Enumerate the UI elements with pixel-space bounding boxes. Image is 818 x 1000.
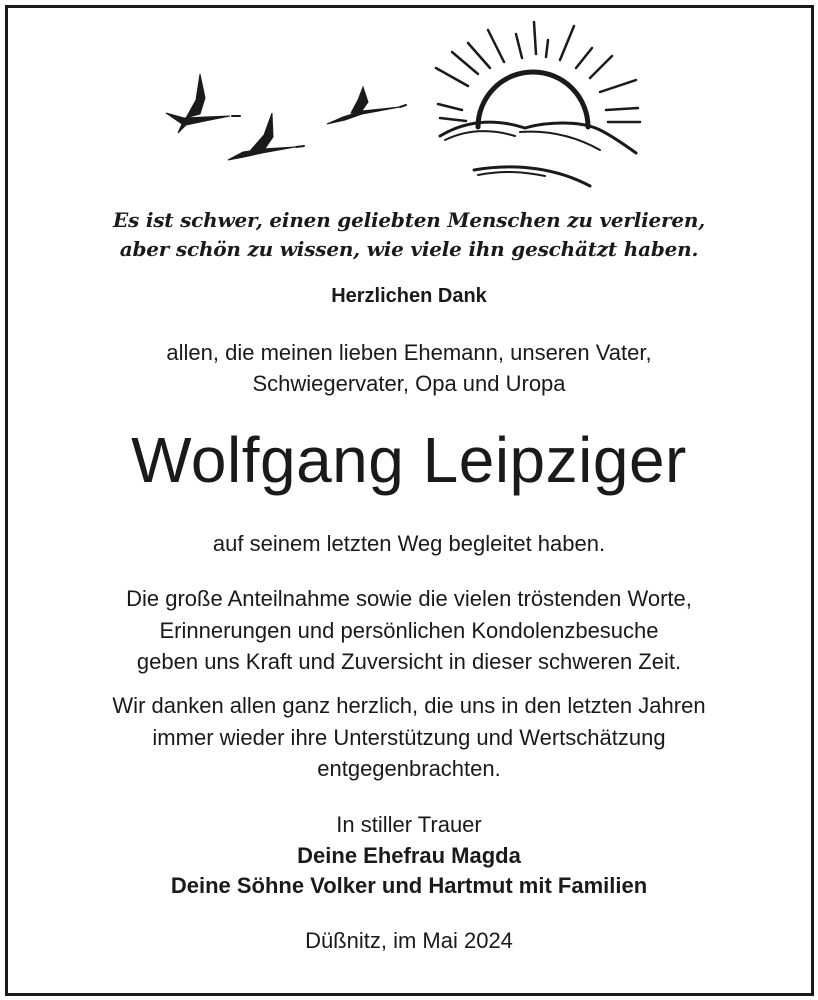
- mourning-phrase: In stiller Trauer: [336, 812, 482, 837]
- quote-line-2: aber schön zu wissen, wie viele ihn geschätzt haben.: [119, 237, 699, 261]
- memorial-quote: [20, 206, 798, 264]
- quote-line-1: Es ist schwer, einen geliebten Menschen zu verlieren,: [112, 208, 706, 232]
- signatory-sons: Deine Söhne Volker und Hartmut mit Familien: [170, 873, 648, 898]
- deceased-name: Wolfgang Leipziger: [131, 424, 687, 496]
- gratitude-line-1: Wir danken allen ganz herzlich, die uns in den letzten Jahren: [112, 693, 706, 718]
- gratitude-line-2: immer wieder ihre Unterstützung und Wertschätzung: [152, 724, 666, 750]
- intro-text: [20, 337, 798, 399]
- last-way-text: auf seinem letzten Weg begleitet haben.: [212, 531, 606, 556]
- sympathy-paragraph: [20, 583, 798, 678]
- sympathy-line-3: geben uns Kraft und Zuversicht in dieser schweren Zeit.: [136, 649, 682, 674]
- sympathy-line-2: Erinnerungen und persönlichen Kondolenzbesuche: [159, 617, 659, 643]
- gratitude-paragraph: [20, 690, 798, 785]
- thanks-heading: Herzlichen Dank: [331, 285, 487, 307]
- intro-line-2: Schwiegervater, Opa und Uropa: [252, 371, 566, 396]
- sympathy-line-1: Die große Anteilnahme sowie die vielen tröstenden Worte,: [126, 586, 692, 611]
- setting-sun-over-hills-icon: [436, 22, 640, 186]
- gratitude-line-3: entgegenbrachten.: [317, 756, 501, 781]
- header-illustration: [0, 0, 818, 200]
- place-and-date: Düßnitz, im Mai 2024: [305, 928, 513, 953]
- signatory-wife: Deine Ehefrau Magda: [297, 843, 521, 868]
- intro-line-1: allen, die meinen lieben Ehemann, unseren Vater,: [166, 340, 652, 365]
- flying-cranes-icon: [166, 74, 406, 160]
